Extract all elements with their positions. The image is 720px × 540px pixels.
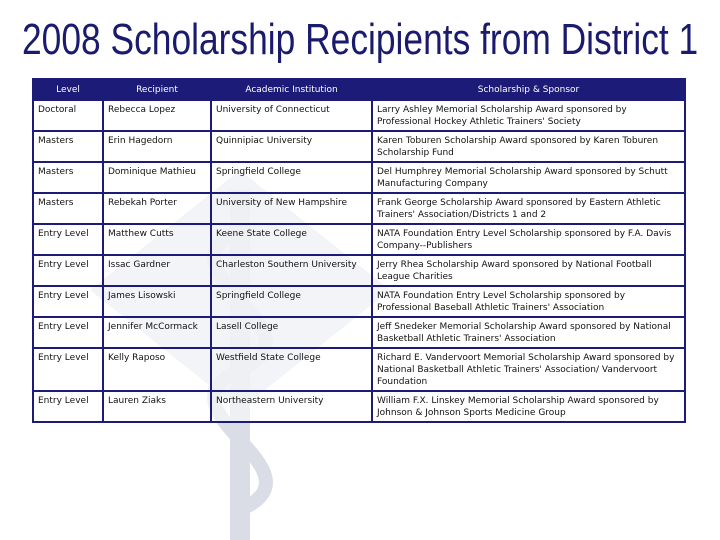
cell-level: Entry Level bbox=[33, 348, 103, 391]
cell-level: Entry Level bbox=[33, 286, 103, 317]
cell-level: Masters bbox=[33, 131, 103, 162]
cell-institution: University of Connecticut bbox=[211, 100, 372, 131]
cell-recipient: Erin Hagedorn bbox=[103, 131, 211, 162]
cell-scholarship: NATA Foundation Entry Level Scholarship sponsored by F.A. Davis Company--Publishers bbox=[372, 224, 685, 255]
cell-institution: Quinnipiac University bbox=[211, 131, 372, 162]
header-recipient: Recipient bbox=[103, 79, 211, 100]
table-row bbox=[33, 131, 685, 162]
page-title: 2008 Scholarship Recipients from District 1 bbox=[22, 15, 699, 64]
cell-recipient: James Lisowski bbox=[103, 286, 211, 317]
cell-institution: Keene State College bbox=[211, 224, 372, 255]
cell-institution: Northeastern University bbox=[211, 391, 372, 422]
cell-level: Masters bbox=[33, 162, 103, 193]
table-row bbox=[33, 193, 685, 224]
table-header-row bbox=[33, 79, 685, 100]
cell-level: Doctoral bbox=[33, 100, 103, 131]
table-row bbox=[33, 100, 685, 131]
table-row bbox=[33, 224, 685, 255]
cell-recipient: Rebekah Porter bbox=[103, 193, 211, 224]
cell-level: Entry Level bbox=[33, 391, 103, 422]
cell-scholarship: William F.X. Linskey Memorial Scholarship Award sponsored by Johnson & Johnson Sports Medicine Group bbox=[372, 391, 685, 422]
cell-scholarship: Karen Toburen Scholarship Award sponsored by Karen Toburen Scholarship Fund bbox=[372, 131, 685, 162]
cell-scholarship: Larry Ashley Memorial Scholarship Award sponsored by Professional Hockey Athletic Trainers' Society bbox=[372, 100, 685, 131]
cell-level: Entry Level bbox=[33, 317, 103, 348]
table-row bbox=[33, 286, 685, 317]
cell-scholarship: Frank George Scholarship Award sponsored by Eastern Athletic Trainers' Association/Districts 1 and 2 bbox=[372, 193, 685, 224]
scholarship-table bbox=[32, 78, 686, 423]
cell-institution: Springfield College bbox=[211, 286, 372, 317]
cell-scholarship: Richard E. Vandervoort Memorial Scholarship Award sponsored by National Basketball Athletic Trainers' Association/ Vandervoort Foundation bbox=[372, 348, 685, 391]
cell-institution: Westfield State College bbox=[211, 348, 372, 391]
cell-recipient: Jennifer McCormack bbox=[103, 317, 211, 348]
cell-recipient: Issac Gardner bbox=[103, 255, 211, 286]
cell-recipient: Kelly Raposo bbox=[103, 348, 211, 391]
cell-recipient: Matthew Cutts bbox=[103, 224, 211, 255]
cell-institution: Springfield College bbox=[211, 162, 372, 193]
cell-institution: Lasell College bbox=[211, 317, 372, 348]
cell-recipient: Dominique Mathieu bbox=[103, 162, 211, 193]
header-institution: Academic Institution bbox=[211, 79, 372, 100]
cell-scholarship: Jerry Rhea Scholarship Award sponsored by National Football League Charities bbox=[372, 255, 685, 286]
table-row bbox=[33, 255, 685, 286]
cell-institution: University of New Hampshire bbox=[211, 193, 372, 224]
table-row bbox=[33, 391, 685, 422]
cell-recipient: Lauren Ziaks bbox=[103, 391, 211, 422]
table-row bbox=[33, 348, 685, 391]
cell-scholarship: NATA Foundation Entry Level Scholarship sponsored by Professional Baseball Athletic Trainers' Association bbox=[372, 286, 685, 317]
header-level: Level bbox=[33, 79, 103, 100]
cell-level: Entry Level bbox=[33, 224, 103, 255]
cell-institution: Charleston Southern University bbox=[211, 255, 372, 286]
cell-scholarship: Jeff Snedeker Memorial Scholarship Award sponsored by National Basketball Athletic Trainers' Association bbox=[372, 317, 685, 348]
cell-scholarship: Del Humphrey Memorial Scholarship Award sponsored by Schutt Manufacturing Company bbox=[372, 162, 685, 193]
cell-level: Masters bbox=[33, 193, 103, 224]
table-row bbox=[33, 162, 685, 193]
header-scholarship: Scholarship & Sponsor bbox=[372, 79, 685, 100]
table-row bbox=[33, 317, 685, 348]
cell-recipient: Rebecca Lopez bbox=[103, 100, 211, 131]
cell-level: Entry Level bbox=[33, 255, 103, 286]
